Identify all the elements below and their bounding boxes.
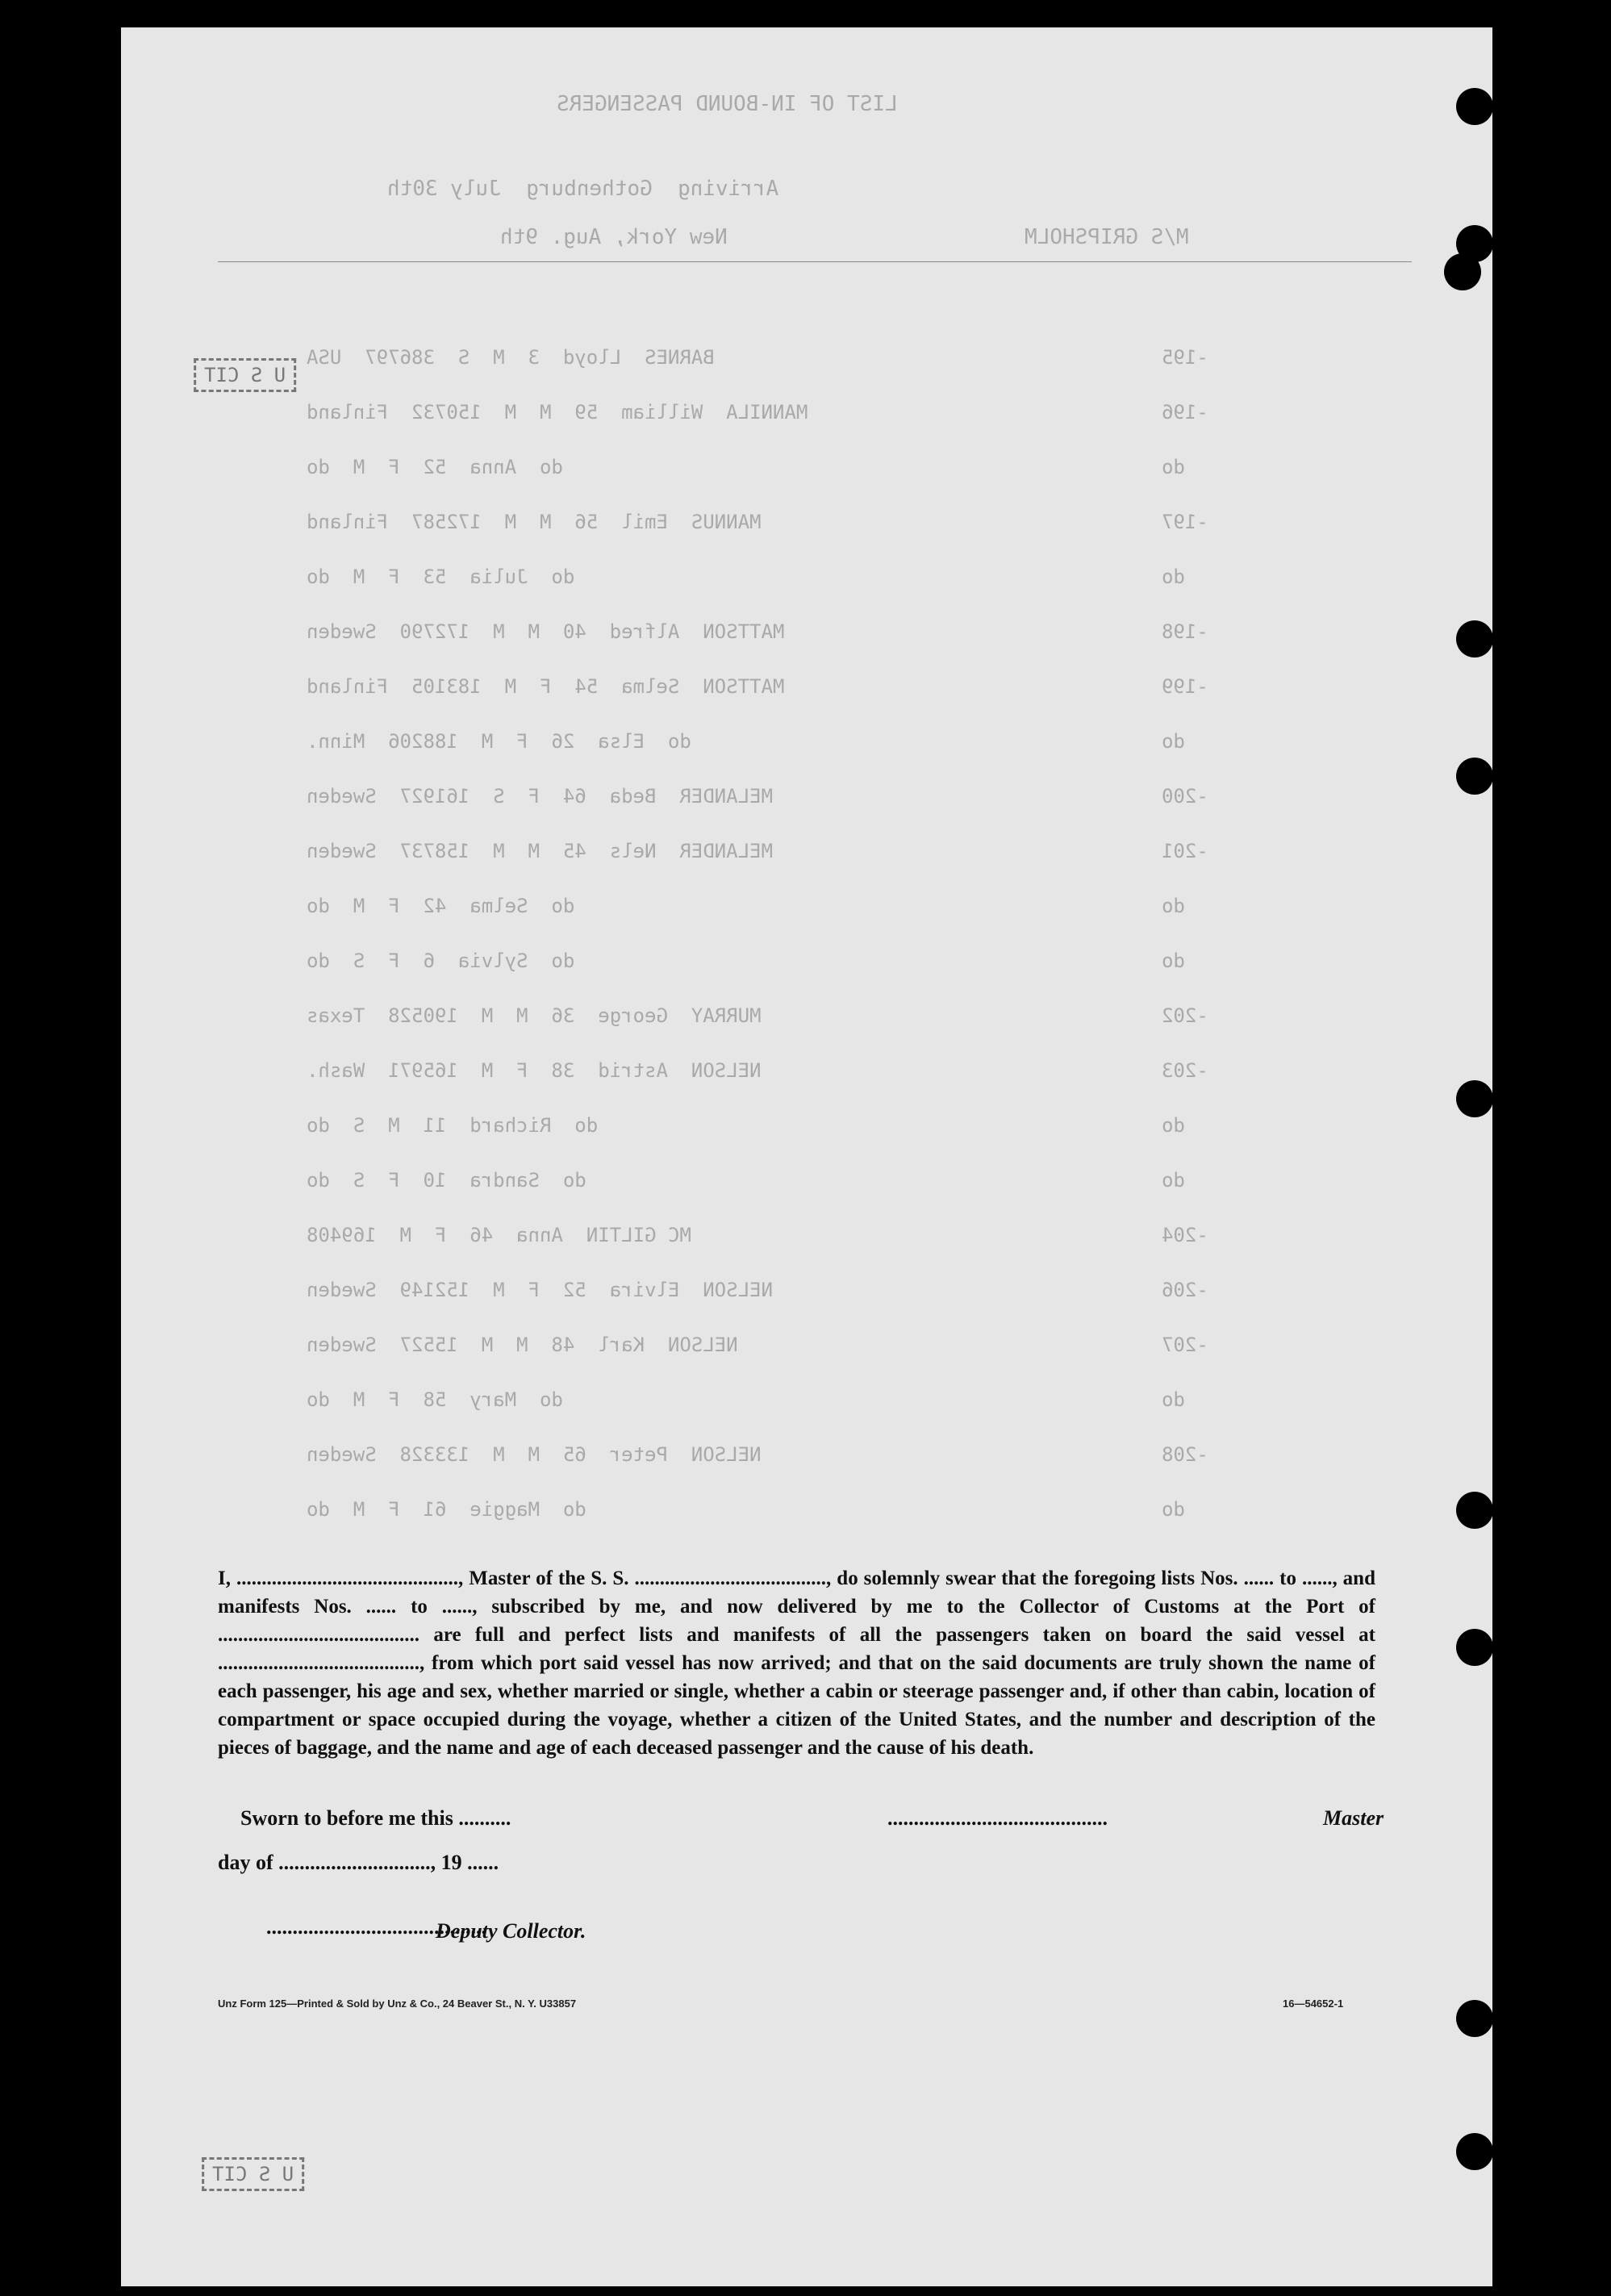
bleed-row-text: NELSON Astrid 38 F M 165971 Wash. <box>307 1059 762 1082</box>
bleed-row-number: -207 <box>1162 1334 1208 1356</box>
bleed-row-text: MURRAY George 36 M M 190528 Texas <box>307 1004 762 1027</box>
bleed-row-text: do Richard 11 M S do <box>307 1114 599 1137</box>
bleed-header-3: New York, Aug. 9th <box>500 225 728 249</box>
manifest-page <box>121 27 1492 2286</box>
stamp-us-cit: U S CIT <box>194 358 296 392</box>
bleed-header-1: LIST OF IN-BOUND PASSENGERS <box>557 92 898 116</box>
form-number: 16—54652-1 <box>1283 1998 1344 2010</box>
bleed-row-text: do Mary 58 F M do <box>307 1388 563 1411</box>
bleed-row-number: do <box>1162 456 1185 478</box>
binder-hole <box>1456 88 1492 125</box>
stamp-us-cit-bottom: U S CIT <box>202 2157 304 2191</box>
bleed-row-number: -206 <box>1162 1279 1208 1301</box>
bleed-row-text: do Anna 52 F M do <box>307 456 563 478</box>
bleed-row-text: MANNILA William 59 M M 150732 Finland <box>307 401 808 424</box>
bleed-row-number: do <box>1162 950 1185 972</box>
bleed-row-text: MATTSON Selma 54 F M 183105 Finland <box>307 675 785 698</box>
bleed-row-number: -197 <box>1162 511 1208 533</box>
bleed-row-number: -204 <box>1162 1224 1208 1246</box>
bleed-row-text: do Sandra 10 F S do <box>307 1169 586 1192</box>
bleed-vessel: M/S GRIPSHOLM <box>1025 225 1189 249</box>
bleed-row-text: do Selma 42 F M do <box>307 895 575 917</box>
bleed-row-number: do <box>1162 730 1185 753</box>
bleed-row-number: -208 <box>1162 1443 1208 1466</box>
bleed-row-number: do <box>1162 1388 1185 1411</box>
bleed-row-text: do Elsa 26 F M 188206 Minn. <box>307 730 691 753</box>
day-of-line: day of ............................., 19 ...... <box>218 1851 499 1874</box>
bleed-row-text: MC GILTIN Anna 46 F M 169408 <box>307 1224 691 1246</box>
bleed-header-2: Arriving Gothenburg July 30th <box>387 177 779 201</box>
master-signature-line: .......................................... <box>887 1806 1108 1830</box>
bleed-row-number: -201 <box>1162 840 1208 862</box>
bleed-row-text: NELSON Elvira 52 F M 152149 Sweden <box>307 1279 773 1301</box>
bleed-row-number: -202 <box>1162 1004 1208 1027</box>
bleed-row-number: -195 <box>1162 346 1208 369</box>
bleed-row-number: do <box>1162 895 1185 917</box>
bleed-row-number: -198 <box>1162 620 1208 643</box>
binder-hole <box>1456 1492 1492 1529</box>
bleed-row-number: -200 <box>1162 785 1208 808</box>
bleed-row-text: do Maggie 61 F M do <box>307 1498 586 1521</box>
bleed-row-number: -203 <box>1162 1059 1208 1082</box>
deputy-collector-label: Deputy Collector. <box>436 1919 586 1943</box>
bleed-row-number: -196 <box>1162 401 1208 424</box>
bleed-row-number: do <box>1162 1114 1185 1137</box>
deputy-signature-line: .......................................... <box>266 1915 486 1939</box>
binder-hole <box>1456 620 1492 657</box>
binder-hole <box>1456 758 1492 795</box>
bleed-row-text: MELANDER Nels 45 M M 158737 Sweden <box>307 840 773 862</box>
bleed-row-text: BARNES Lloyd 3 M S 386797 USA <box>307 346 715 369</box>
oath-text: I, ............................................, Master of the S. S. ......................................, do solemnly swear that the foregoing lists Nos. ...... to ......, and manifests Nos. ...... to ......, subscribed by me, and now delivered by me to the Collector of Customs at the Port of ........................................ are full and perfect lists and manifests of all the passengers taken on board the said vessel at ........................................, from which port said vessel has now arrived; and that on the said documents are truly shown the name of each passenger, his age and sex, whether married or single, whether a cabin or steerage passenger and, if other than cabin, location of compartment or space occupied during the voyage, whether a citizen of the United States, and the number and description of the pieces of baggage, and the name and age of each deceased passenger and the cause of his death. <box>218 1568 1375 1759</box>
sworn-line: Sworn to before me this .......... <box>240 1806 511 1830</box>
header-rule <box>218 261 1412 262</box>
bleed-row-number: do <box>1162 1498 1185 1521</box>
binder-hole <box>1456 1629 1492 1666</box>
bleed-row-text: MATTSON Alfred 40 M M 172790 Sweden <box>307 620 785 643</box>
oath-paragraph <box>218 1564 1375 1762</box>
binder-hole <box>1444 253 1481 290</box>
binder-hole <box>1456 2000 1492 2037</box>
bleed-row-text: NELSON Karl 48 M M 15527 Sweden <box>307 1334 738 1356</box>
bleed-row-text: MANNUS Emil 56 M M 172587 Finland <box>307 511 762 533</box>
master-label: Master <box>1323 1806 1384 1830</box>
bleed-row-text: MELANDER Beda 64 F S 161927 Sweden <box>307 785 773 808</box>
binder-hole <box>1456 2133 1492 2170</box>
binder-hole <box>1456 1080 1492 1117</box>
printer-imprint: Unz Form 125—Printed & Sold by Unz & Co., 24 Beaver St., N. Y. U33857 <box>218 1998 577 2010</box>
bleed-row-number: do <box>1162 1169 1185 1192</box>
bleed-row-text: do Julia 53 F M do <box>307 566 575 588</box>
bleed-row-number: -199 <box>1162 675 1208 698</box>
bleed-row-number: do <box>1162 566 1185 588</box>
bleed-row-text: NELSON Peter 65 M M 133328 Sweden <box>307 1443 762 1466</box>
bleed-row-text: do Sylvia 6 F S do <box>307 950 575 972</box>
